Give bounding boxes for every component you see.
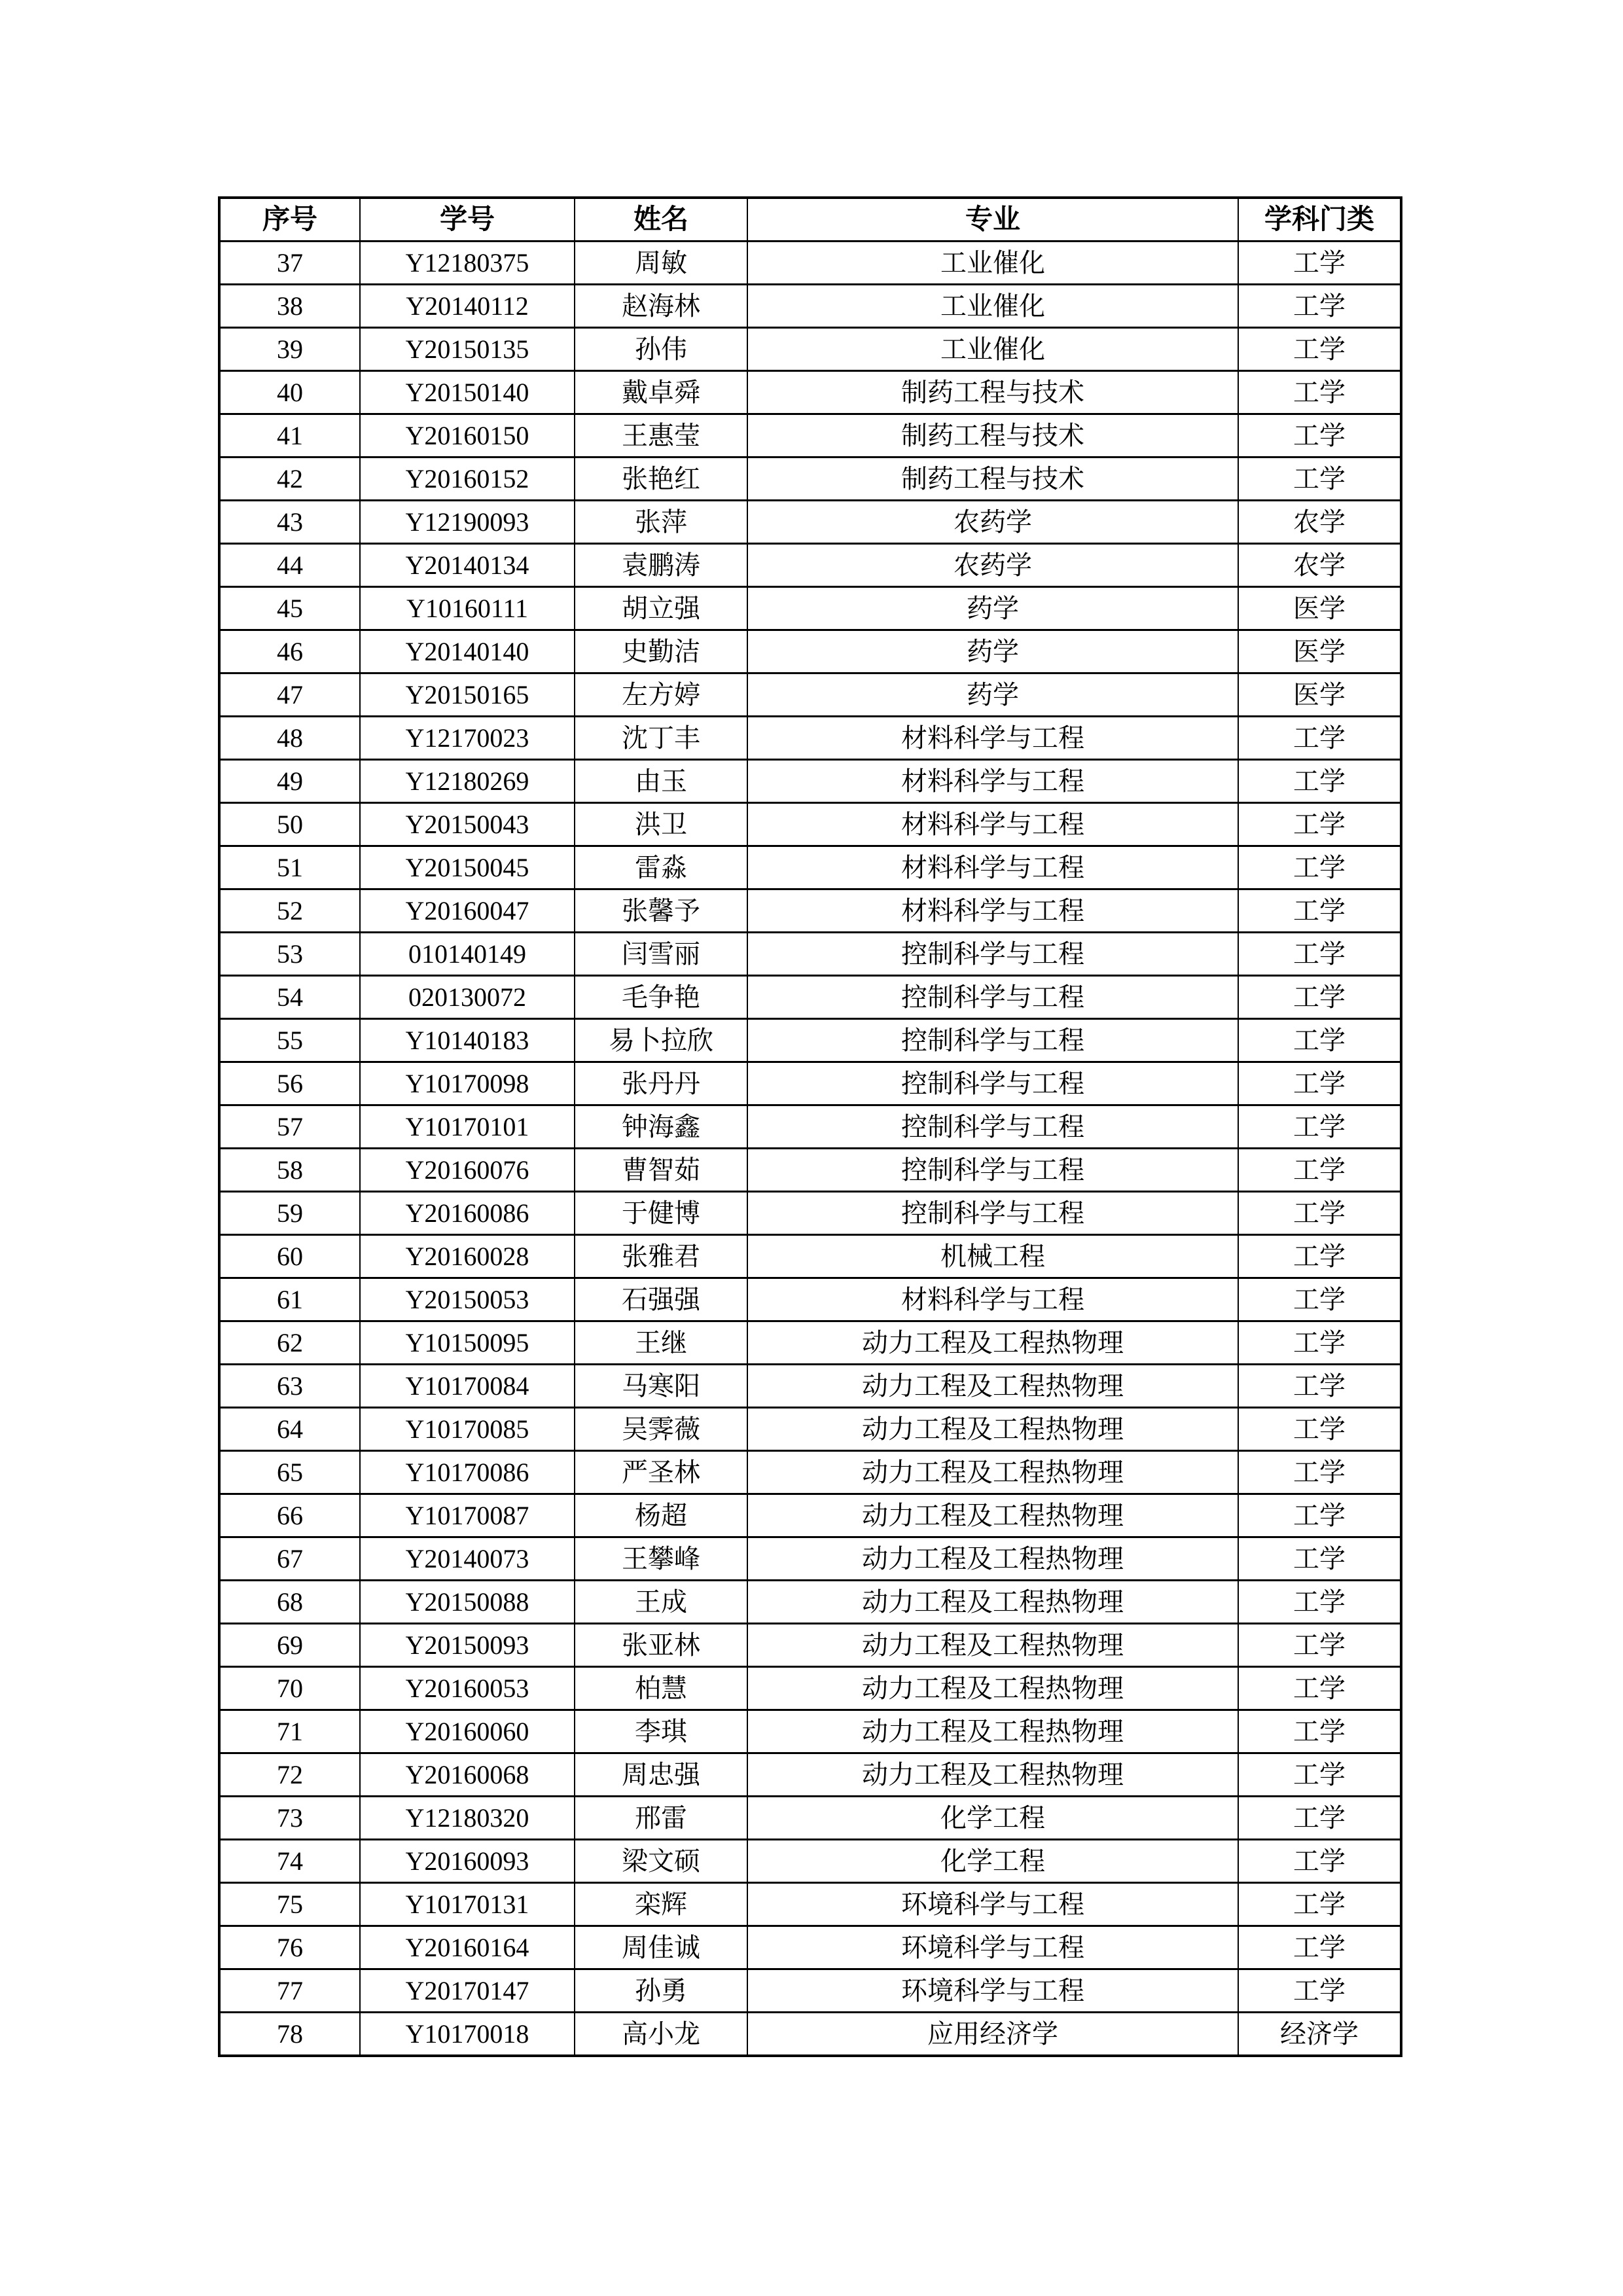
cell-serial-number: 49 bbox=[219, 760, 360, 803]
cell-student-id: Y10170101 bbox=[360, 1105, 575, 1149]
table-header-row bbox=[219, 198, 1401, 242]
cell-discipline-category: 医学 bbox=[1238, 630, 1401, 673]
table-row bbox=[219, 1926, 1401, 1969]
cell-student-id: Y12180375 bbox=[360, 242, 575, 285]
cell-serial-number: 70 bbox=[219, 1667, 360, 1710]
cell-student-id: Y20140112 bbox=[360, 285, 575, 328]
cell-student-id: Y20150043 bbox=[360, 803, 575, 846]
cell-major: 动力工程及工程热物理 bbox=[747, 1365, 1238, 1408]
cell-serial-number: 56 bbox=[219, 1062, 360, 1105]
cell-name: 李琪 bbox=[575, 1710, 747, 1753]
cell-serial-number: 52 bbox=[219, 889, 360, 933]
cell-discipline-category: 工学 bbox=[1238, 1365, 1401, 1408]
cell-student-id: Y20150165 bbox=[360, 673, 575, 717]
cell-name: 吴霁薇 bbox=[575, 1408, 747, 1451]
cell-name: 易卜拉欣 bbox=[575, 1019, 747, 1062]
table-row bbox=[219, 1105, 1401, 1149]
table-row bbox=[219, 1451, 1401, 1494]
cell-major: 环境科学与工程 bbox=[747, 1969, 1238, 2013]
col-header-name: 姓名 bbox=[575, 198, 747, 242]
cell-discipline-category: 工学 bbox=[1238, 1105, 1401, 1149]
table-row bbox=[219, 933, 1401, 976]
cell-discipline-category: 工学 bbox=[1238, 414, 1401, 457]
cell-discipline-category: 工学 bbox=[1238, 1581, 1401, 1624]
cell-major: 药学 bbox=[747, 673, 1238, 717]
cell-name: 左方婷 bbox=[575, 673, 747, 717]
cell-major: 工业催化 bbox=[747, 328, 1238, 371]
cell-name: 毛争艳 bbox=[575, 976, 747, 1019]
cell-serial-number: 71 bbox=[219, 1710, 360, 1753]
cell-serial-number: 74 bbox=[219, 1840, 360, 1883]
cell-student-id: Y20150140 bbox=[360, 371, 575, 414]
table-row bbox=[219, 285, 1401, 328]
cell-student-id: Y20160093 bbox=[360, 1840, 575, 1883]
table-row bbox=[219, 2013, 1401, 2056]
cell-name: 钟海鑫 bbox=[575, 1105, 747, 1149]
table-row bbox=[219, 1624, 1401, 1667]
cell-major: 控制科学与工程 bbox=[747, 976, 1238, 1019]
cell-discipline-category: 工学 bbox=[1238, 760, 1401, 803]
cell-serial-number: 50 bbox=[219, 803, 360, 846]
table-row bbox=[219, 328, 1401, 371]
cell-major: 材料科学与工程 bbox=[747, 846, 1238, 889]
cell-serial-number: 59 bbox=[219, 1192, 360, 1235]
table-row bbox=[219, 889, 1401, 933]
cell-name: 栾辉 bbox=[575, 1883, 747, 1926]
table-row bbox=[219, 1062, 1401, 1105]
cell-student-id: Y20150053 bbox=[360, 1278, 575, 1321]
cell-name: 邢雷 bbox=[575, 1797, 747, 1840]
cell-major: 材料科学与工程 bbox=[747, 1278, 1238, 1321]
cell-name: 张雅君 bbox=[575, 1235, 747, 1278]
cell-name: 马寒阳 bbox=[575, 1365, 747, 1408]
table-row bbox=[219, 846, 1401, 889]
cell-major: 材料科学与工程 bbox=[747, 717, 1238, 760]
cell-name: 严圣林 bbox=[575, 1451, 747, 1494]
cell-name: 史勤洁 bbox=[575, 630, 747, 673]
cell-student-id: Y20160150 bbox=[360, 414, 575, 457]
cell-student-id: Y10140183 bbox=[360, 1019, 575, 1062]
cell-serial-number: 60 bbox=[219, 1235, 360, 1278]
table-row bbox=[219, 544, 1401, 587]
cell-student-id: Y20150135 bbox=[360, 328, 575, 371]
cell-major: 控制科学与工程 bbox=[747, 933, 1238, 976]
cell-serial-number: 54 bbox=[219, 976, 360, 1019]
cell-discipline-category: 工学 bbox=[1238, 717, 1401, 760]
cell-name: 石强强 bbox=[575, 1278, 747, 1321]
cell-major: 制药工程与技术 bbox=[747, 371, 1238, 414]
cell-major: 材料科学与工程 bbox=[747, 889, 1238, 933]
cell-student-id: Y12180269 bbox=[360, 760, 575, 803]
cell-serial-number: 67 bbox=[219, 1537, 360, 1581]
table-row bbox=[219, 1321, 1401, 1365]
cell-discipline-category: 工学 bbox=[1238, 1494, 1401, 1537]
cell-discipline-category: 工学 bbox=[1238, 1321, 1401, 1365]
cell-name: 雷淼 bbox=[575, 846, 747, 889]
cell-serial-number: 55 bbox=[219, 1019, 360, 1062]
cell-serial-number: 41 bbox=[219, 414, 360, 457]
cell-name: 张馨予 bbox=[575, 889, 747, 933]
cell-serial-number: 69 bbox=[219, 1624, 360, 1667]
cell-serial-number: 62 bbox=[219, 1321, 360, 1365]
cell-discipline-category: 农学 bbox=[1238, 544, 1401, 587]
cell-major: 动力工程及工程热物理 bbox=[747, 1753, 1238, 1797]
cell-major: 动力工程及工程热物理 bbox=[747, 1710, 1238, 1753]
cell-serial-number: 64 bbox=[219, 1408, 360, 1451]
cell-discipline-category: 工学 bbox=[1238, 457, 1401, 501]
cell-discipline-category: 工学 bbox=[1238, 1408, 1401, 1451]
cell-major: 动力工程及工程热物理 bbox=[747, 1321, 1238, 1365]
col-header-student-id: 学号 bbox=[360, 198, 575, 242]
cell-discipline-category: 经济学 bbox=[1238, 2013, 1401, 2056]
col-header-major: 专业 bbox=[747, 198, 1238, 242]
cell-discipline-category: 工学 bbox=[1238, 1537, 1401, 1581]
cell-student-id: Y12190093 bbox=[360, 501, 575, 544]
table-row bbox=[219, 1149, 1401, 1192]
cell-name: 沈丁丰 bbox=[575, 717, 747, 760]
table-row bbox=[219, 501, 1401, 544]
cell-serial-number: 61 bbox=[219, 1278, 360, 1321]
cell-student-id: Y10170131 bbox=[360, 1883, 575, 1926]
cell-name: 孙伟 bbox=[575, 328, 747, 371]
cell-major: 控制科学与工程 bbox=[747, 1149, 1238, 1192]
cell-discipline-category: 工学 bbox=[1238, 1451, 1401, 1494]
cell-name: 张亚林 bbox=[575, 1624, 747, 1667]
cell-major: 动力工程及工程热物理 bbox=[747, 1494, 1238, 1537]
cell-name: 王惠莹 bbox=[575, 414, 747, 457]
table-row bbox=[219, 803, 1401, 846]
cell-name: 戴卓舜 bbox=[575, 371, 747, 414]
table-row bbox=[219, 1667, 1401, 1710]
cell-serial-number: 76 bbox=[219, 1926, 360, 1969]
table-row bbox=[219, 1581, 1401, 1624]
col-header-serial-number: 序号 bbox=[219, 198, 360, 242]
cell-name: 王成 bbox=[575, 1581, 747, 1624]
cell-student-id: Y20160068 bbox=[360, 1753, 575, 1797]
cell-name: 周敏 bbox=[575, 242, 747, 285]
table-row bbox=[219, 1883, 1401, 1926]
cell-major: 药学 bbox=[747, 630, 1238, 673]
table-row bbox=[219, 760, 1401, 803]
cell-discipline-category: 工学 bbox=[1238, 1062, 1401, 1105]
cell-discipline-category: 工学 bbox=[1238, 1192, 1401, 1235]
cell-student-id: Y20150093 bbox=[360, 1624, 575, 1667]
table-row bbox=[219, 457, 1401, 501]
cell-serial-number: 46 bbox=[219, 630, 360, 673]
cell-student-id: 010140149 bbox=[360, 933, 575, 976]
cell-student-id: Y20170147 bbox=[360, 1969, 575, 2013]
cell-major: 控制科学与工程 bbox=[747, 1062, 1238, 1105]
cell-name: 梁文硕 bbox=[575, 1840, 747, 1883]
cell-discipline-category: 工学 bbox=[1238, 1753, 1401, 1797]
cell-student-id: Y20150088 bbox=[360, 1581, 575, 1624]
cell-student-id: Y10170084 bbox=[360, 1365, 575, 1408]
cell-discipline-category: 工学 bbox=[1238, 846, 1401, 889]
cell-major: 动力工程及工程热物理 bbox=[747, 1408, 1238, 1451]
cell-discipline-category: 工学 bbox=[1238, 1624, 1401, 1667]
cell-serial-number: 51 bbox=[219, 846, 360, 889]
table-row bbox=[219, 1365, 1401, 1408]
cell-serial-number: 73 bbox=[219, 1797, 360, 1840]
table-row bbox=[219, 1019, 1401, 1062]
cell-name: 张丹丹 bbox=[575, 1062, 747, 1105]
cell-serial-number: 72 bbox=[219, 1753, 360, 1797]
cell-serial-number: 53 bbox=[219, 933, 360, 976]
cell-name: 孙勇 bbox=[575, 1969, 747, 2013]
cell-major: 应用经济学 bbox=[747, 2013, 1238, 2056]
cell-major: 化学工程 bbox=[747, 1840, 1238, 1883]
cell-discipline-category: 工学 bbox=[1238, 1019, 1401, 1062]
cell-name: 柏慧 bbox=[575, 1667, 747, 1710]
table-row bbox=[219, 1408, 1401, 1451]
cell-major: 控制科学与工程 bbox=[747, 1105, 1238, 1149]
cell-student-id: Y10150095 bbox=[360, 1321, 575, 1365]
cell-serial-number: 58 bbox=[219, 1149, 360, 1192]
table-row bbox=[219, 1710, 1401, 1753]
cell-major: 工业催化 bbox=[747, 285, 1238, 328]
cell-discipline-category: 医学 bbox=[1238, 587, 1401, 630]
cell-discipline-category: 工学 bbox=[1238, 1883, 1401, 1926]
cell-major: 动力工程及工程热物理 bbox=[747, 1624, 1238, 1667]
cell-major: 动力工程及工程热物理 bbox=[747, 1581, 1238, 1624]
cell-serial-number: 78 bbox=[219, 2013, 360, 2056]
cell-student-id: Y12170023 bbox=[360, 717, 575, 760]
cell-student-id: Y10170018 bbox=[360, 2013, 575, 2056]
cell-discipline-category: 工学 bbox=[1238, 1667, 1401, 1710]
cell-name: 杨超 bbox=[575, 1494, 747, 1537]
cell-serial-number: 63 bbox=[219, 1365, 360, 1408]
cell-discipline-category: 工学 bbox=[1238, 803, 1401, 846]
cell-major: 环境科学与工程 bbox=[747, 1883, 1238, 1926]
cell-name: 于健博 bbox=[575, 1192, 747, 1235]
cell-serial-number: 57 bbox=[219, 1105, 360, 1149]
cell-major: 材料科学与工程 bbox=[747, 760, 1238, 803]
cell-major: 动力工程及工程热物理 bbox=[747, 1451, 1238, 1494]
cell-name: 袁鹏涛 bbox=[575, 544, 747, 587]
cell-major: 环境科学与工程 bbox=[747, 1926, 1238, 1969]
cell-student-id: Y20160047 bbox=[360, 889, 575, 933]
cell-name: 王攀峰 bbox=[575, 1537, 747, 1581]
col-header-discipline-category: 学科门类 bbox=[1238, 198, 1401, 242]
student-roster-table bbox=[218, 196, 1402, 2057]
cell-name: 张艳红 bbox=[575, 457, 747, 501]
cell-discipline-category: 农学 bbox=[1238, 501, 1401, 544]
table-row bbox=[219, 1494, 1401, 1537]
cell-serial-number: 47 bbox=[219, 673, 360, 717]
cell-name: 高小龙 bbox=[575, 2013, 747, 2056]
table-row bbox=[219, 673, 1401, 717]
cell-discipline-category: 医学 bbox=[1238, 673, 1401, 717]
cell-discipline-category: 工学 bbox=[1238, 976, 1401, 1019]
cell-student-id: Y20140073 bbox=[360, 1537, 575, 1581]
cell-major: 制药工程与技术 bbox=[747, 414, 1238, 457]
cell-student-id: Y10160111 bbox=[360, 587, 575, 630]
cell-serial-number: 42 bbox=[219, 457, 360, 501]
cell-major: 机械工程 bbox=[747, 1235, 1238, 1278]
cell-serial-number: 44 bbox=[219, 544, 360, 587]
cell-major: 化学工程 bbox=[747, 1797, 1238, 1840]
table-row bbox=[219, 1753, 1401, 1797]
table-row bbox=[219, 242, 1401, 285]
cell-major: 动力工程及工程热物理 bbox=[747, 1667, 1238, 1710]
cell-student-id: Y20150045 bbox=[360, 846, 575, 889]
cell-discipline-category: 工学 bbox=[1238, 1840, 1401, 1883]
cell-major: 农药学 bbox=[747, 544, 1238, 587]
cell-student-id: Y20160086 bbox=[360, 1192, 575, 1235]
cell-student-id: Y20160152 bbox=[360, 457, 575, 501]
cell-serial-number: 38 bbox=[219, 285, 360, 328]
cell-serial-number: 45 bbox=[219, 587, 360, 630]
table-row bbox=[219, 1235, 1401, 1278]
cell-serial-number: 37 bbox=[219, 242, 360, 285]
cell-discipline-category: 工学 bbox=[1238, 1278, 1401, 1321]
cell-name: 由玉 bbox=[575, 760, 747, 803]
cell-student-id: Y20140140 bbox=[360, 630, 575, 673]
cell-student-id: 020130072 bbox=[360, 976, 575, 1019]
cell-name: 赵海林 bbox=[575, 285, 747, 328]
cell-discipline-category: 工学 bbox=[1238, 371, 1401, 414]
table-row bbox=[219, 587, 1401, 630]
table-row bbox=[219, 414, 1401, 457]
cell-serial-number: 65 bbox=[219, 1451, 360, 1494]
table-row bbox=[219, 1840, 1401, 1883]
cell-major: 工业催化 bbox=[747, 242, 1238, 285]
cell-discipline-category: 工学 bbox=[1238, 1149, 1401, 1192]
cell-serial-number: 48 bbox=[219, 717, 360, 760]
cell-discipline-category: 工学 bbox=[1238, 1926, 1401, 1969]
cell-major: 农药学 bbox=[747, 501, 1238, 544]
table-row bbox=[219, 1969, 1401, 2013]
cell-serial-number: 39 bbox=[219, 328, 360, 371]
table-row bbox=[219, 717, 1401, 760]
cell-name: 周佳诚 bbox=[575, 1926, 747, 1969]
cell-discipline-category: 工学 bbox=[1238, 285, 1401, 328]
cell-name: 曹智茹 bbox=[575, 1149, 747, 1192]
cell-student-id: Y10170085 bbox=[360, 1408, 575, 1451]
cell-student-id: Y20160076 bbox=[360, 1149, 575, 1192]
cell-discipline-category: 工学 bbox=[1238, 1710, 1401, 1753]
cell-serial-number: 68 bbox=[219, 1581, 360, 1624]
cell-student-id: Y20160053 bbox=[360, 1667, 575, 1710]
cell-discipline-category: 工学 bbox=[1238, 1969, 1401, 2013]
table-row bbox=[219, 1797, 1401, 1840]
cell-major: 制药工程与技术 bbox=[747, 457, 1238, 501]
cell-name: 闫雪丽 bbox=[575, 933, 747, 976]
cell-serial-number: 40 bbox=[219, 371, 360, 414]
cell-name: 张萍 bbox=[575, 501, 747, 544]
cell-major: 动力工程及工程热物理 bbox=[747, 1537, 1238, 1581]
table-row bbox=[219, 1278, 1401, 1321]
cell-major: 控制科学与工程 bbox=[747, 1192, 1238, 1235]
table-row bbox=[219, 371, 1401, 414]
table-row bbox=[219, 1537, 1401, 1581]
cell-discipline-category: 工学 bbox=[1238, 889, 1401, 933]
cell-student-id: Y10170098 bbox=[360, 1062, 575, 1105]
cell-student-id: Y10170086 bbox=[360, 1451, 575, 1494]
cell-major: 控制科学与工程 bbox=[747, 1019, 1238, 1062]
table-row bbox=[219, 1192, 1401, 1235]
cell-discipline-category: 工学 bbox=[1238, 1235, 1401, 1278]
cell-discipline-category: 工学 bbox=[1238, 933, 1401, 976]
cell-name: 周忠强 bbox=[575, 1753, 747, 1797]
cell-student-id: Y20160164 bbox=[360, 1926, 575, 1969]
cell-name: 洪卫 bbox=[575, 803, 747, 846]
cell-student-id: Y10170087 bbox=[360, 1494, 575, 1537]
table-row bbox=[219, 630, 1401, 673]
table-row bbox=[219, 976, 1401, 1019]
cell-serial-number: 43 bbox=[219, 501, 360, 544]
cell-student-id: Y20160060 bbox=[360, 1710, 575, 1753]
cell-student-id: Y20160028 bbox=[360, 1235, 575, 1278]
cell-major: 药学 bbox=[747, 587, 1238, 630]
cell-discipline-category: 工学 bbox=[1238, 1797, 1401, 1840]
cell-discipline-category: 工学 bbox=[1238, 328, 1401, 371]
cell-discipline-category: 工学 bbox=[1238, 242, 1401, 285]
cell-serial-number: 77 bbox=[219, 1969, 360, 2013]
cell-name: 胡立强 bbox=[575, 587, 747, 630]
cell-major: 材料科学与工程 bbox=[747, 803, 1238, 846]
cell-student-id: Y20140134 bbox=[360, 544, 575, 587]
cell-name: 王继 bbox=[575, 1321, 747, 1365]
cell-serial-number: 75 bbox=[219, 1883, 360, 1926]
cell-student-id: Y12180320 bbox=[360, 1797, 575, 1840]
cell-serial-number: 66 bbox=[219, 1494, 360, 1537]
